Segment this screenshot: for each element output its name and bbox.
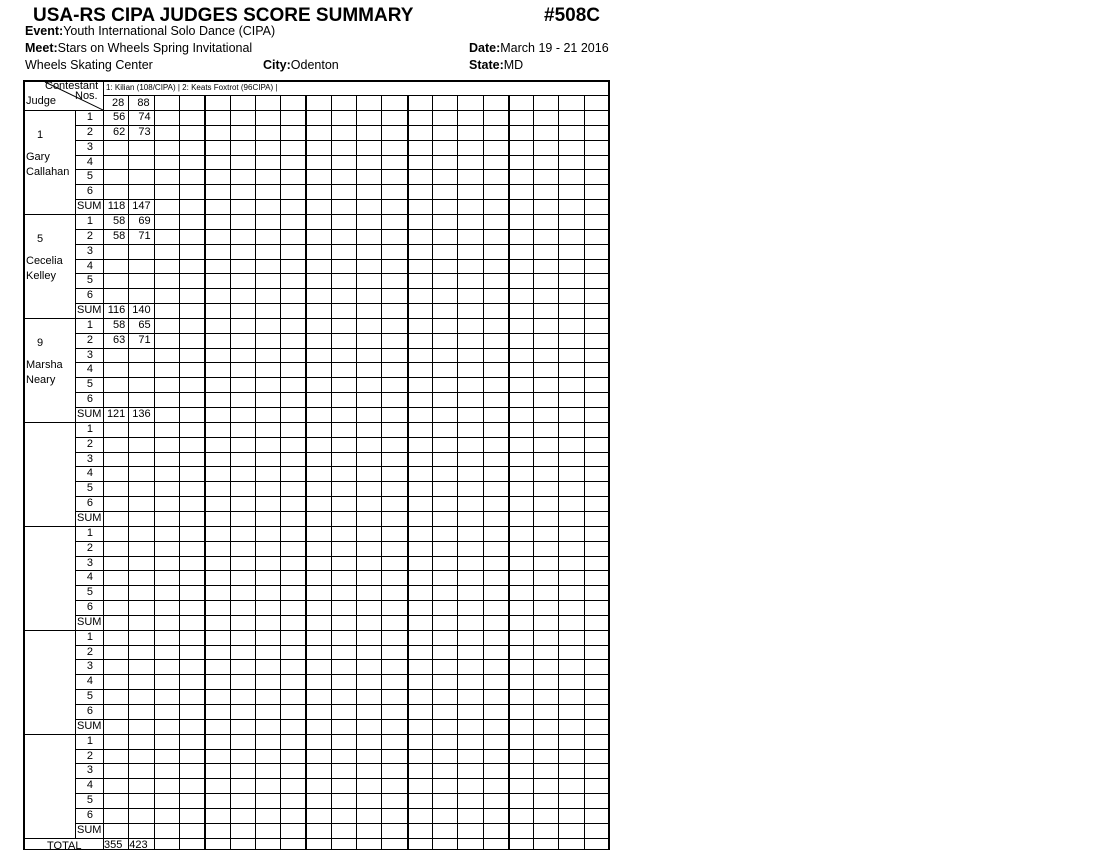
row-line [75,229,610,230]
judge-block-line [23,526,610,527]
judge-score: 65 [138,318,151,331]
round-number: 3 [86,140,93,153]
sum-label: SUM [77,511,102,524]
judge-last-name: Kelley [26,269,56,282]
judge-score: 63 [113,333,126,346]
date-line [469,41,609,55]
round-number: 3 [86,764,93,777]
round-number: 2 [86,333,93,346]
judge-score: 62 [113,125,126,138]
total-label: TOTAL [47,839,82,852]
round-number: 3 [86,348,93,361]
nos-label: Nos. [75,90,98,102]
row-line [75,407,610,408]
form-number: #508C [544,5,600,26]
judge-sum-score: 147 [132,200,151,213]
column-line [331,95,332,850]
judge-sum-score: 121 [106,408,126,420]
round-number: 5 [86,482,93,495]
column-line [356,95,357,850]
row-line [75,689,610,690]
round-number: 6 [86,601,93,614]
column-line [407,95,409,850]
row-line [75,333,610,334]
row-line [75,377,610,378]
round-number: 3 [86,452,93,465]
row-line [75,615,610,616]
state-line [469,58,523,72]
column-line [204,95,206,850]
rink-name: Wheels Skating Center [25,58,153,72]
column-line [558,95,559,850]
row-line [75,793,610,794]
judge-score: 58 [113,318,126,331]
row-line [75,659,610,660]
judge-score: 58 [113,214,126,227]
row-line [75,466,610,467]
row-line [75,437,610,438]
row-line [75,674,610,675]
judge-number: 1 [36,129,44,141]
row-line [75,259,610,260]
judge-score: 73 [138,125,151,138]
round-number: 5 [86,586,93,599]
column-line [432,95,433,850]
column-line [483,95,484,850]
row-line [75,155,610,156]
judge-number: 5 [36,232,44,245]
row-line [75,570,610,571]
score-table [23,80,610,850]
round-number: 4 [86,155,93,168]
contestant-number: 28 [112,97,125,109]
event-label: Event: [25,24,64,38]
row-line [75,704,610,705]
city-value: Odenton [290,58,339,72]
round-number: 6 [86,497,93,510]
round-number: 3 [86,556,93,569]
round-number: 6 [86,289,93,302]
round-number: 1 [86,214,93,227]
column-line [305,95,307,850]
judge-block-line [23,734,610,735]
round-number: 5 [86,794,93,807]
judge-first-name: Marsha [26,358,63,371]
row-line [75,749,610,750]
date-label: Date: [469,41,501,55]
round-number: 2 [86,541,93,554]
row-line [75,348,610,349]
judge-score: 74 [138,111,151,123]
meet-label: Meet: [25,41,58,55]
round-number: 5 [86,378,93,391]
column-line [179,95,180,850]
round-number: 6 [86,393,93,406]
judge-block-line [23,630,610,631]
round-number: 1 [86,111,93,123]
sum-label: SUM [77,615,102,628]
row-line [75,763,610,764]
row-line [75,823,610,824]
state-label: State: [469,58,504,72]
row-line [75,541,610,542]
round-number: 2 [86,749,93,762]
column-line [230,95,231,850]
row-line [75,273,610,274]
round-number: 4 [86,363,93,376]
round-number: 3 [86,244,93,257]
row-line [75,125,610,126]
dances-caption: 1: Kilian (108/CIPA) | 2: Keats Foxtrot (96CIPA) | [106,83,278,92]
column-line [584,95,585,850]
row-line [75,169,610,170]
round-number: 4 [86,259,93,272]
row-line [75,511,610,512]
judge-label: Judge [26,95,56,107]
row-line [75,645,610,646]
table-border-top [23,80,610,82]
round-number: 6 [86,705,93,717]
row-line [75,719,610,720]
judge-number: 9 [36,336,44,349]
column-line [381,95,382,850]
judge-sum-score: 118 [107,200,126,213]
contestant-total: 355 [104,838,123,851]
column-line [533,95,534,850]
row-line [75,808,610,809]
round-number: 5 [86,170,93,183]
sum-label: SUM [77,200,102,213]
row-line [75,481,610,482]
row-line [75,199,610,200]
judge-score: 71 [138,229,151,242]
row-line [75,452,610,453]
judge-last-name: Neary [26,373,56,386]
round-number: 2 [86,645,93,658]
round-number: 1 [86,318,93,331]
round-number: 1 [86,630,93,643]
sum-label: SUM [77,823,102,836]
round-number: 4 [86,779,93,792]
sum-label: SUM [77,408,102,420]
round-number: 4 [86,467,93,480]
round-number: 6 [86,185,93,198]
judge-block-line [23,422,610,423]
row-line [75,303,610,304]
meet-line [25,41,252,55]
date-value: March 19 - 21 2016 [500,41,609,55]
row-line [75,244,610,245]
column-line [508,95,510,850]
city-label: City: [263,58,291,72]
judge-score: 71 [138,333,151,346]
round-number: 6 [86,808,93,821]
sum-label: SUM [77,719,102,732]
contestant-label: Contestant [45,80,99,92]
round-number: 2 [86,229,93,242]
contestant-number: 88 [137,97,150,109]
row-line [75,496,610,497]
round-number: 3 [86,660,93,673]
row-line [75,600,610,601]
judge-first-name: Gary [26,151,50,163]
row-line [75,392,610,393]
column-line [255,95,256,850]
judge-last-name: Callahan [26,166,70,178]
round-number: 4 [86,571,93,584]
round-number: 1 [86,422,93,435]
judge-score: 56 [113,111,126,123]
judge-score: 69 [138,214,151,227]
column-line [457,95,458,850]
row-line [75,140,610,141]
event-value: Youth International Solo Dance (CIPA) [63,24,276,38]
row-line [75,585,610,586]
row-line [75,288,610,289]
round-number: 5 [86,274,93,287]
column-line [154,95,155,850]
sum-label: SUM [77,304,102,317]
round-number: 1 [86,734,93,747]
round-number: 1 [86,526,93,539]
city-line [263,58,339,72]
column-line [280,95,281,850]
event-line [25,24,275,38]
row-line [75,184,610,185]
row-line [75,362,610,363]
row-line [75,556,610,557]
judge-score: 58 [113,229,126,242]
page-title: USA-RS CIPA JUDGES SCORE SUMMARY [33,5,414,26]
contestant-total: 423 [129,838,148,851]
judge-first-name: Cecelia [26,254,63,267]
meet-value: Stars on Wheels Spring Invitational [57,41,253,55]
round-number: 4 [86,675,93,688]
round-number: 2 [86,437,93,450]
judge-sum-score: 136 [132,408,151,420]
state-value: MD [503,58,524,72]
row-line [75,778,610,779]
judge-sum-score: 116 [107,304,126,317]
round-number: 5 [86,690,93,703]
judge-sum-score: 140 [132,304,151,317]
round-number: 2 [86,125,93,138]
